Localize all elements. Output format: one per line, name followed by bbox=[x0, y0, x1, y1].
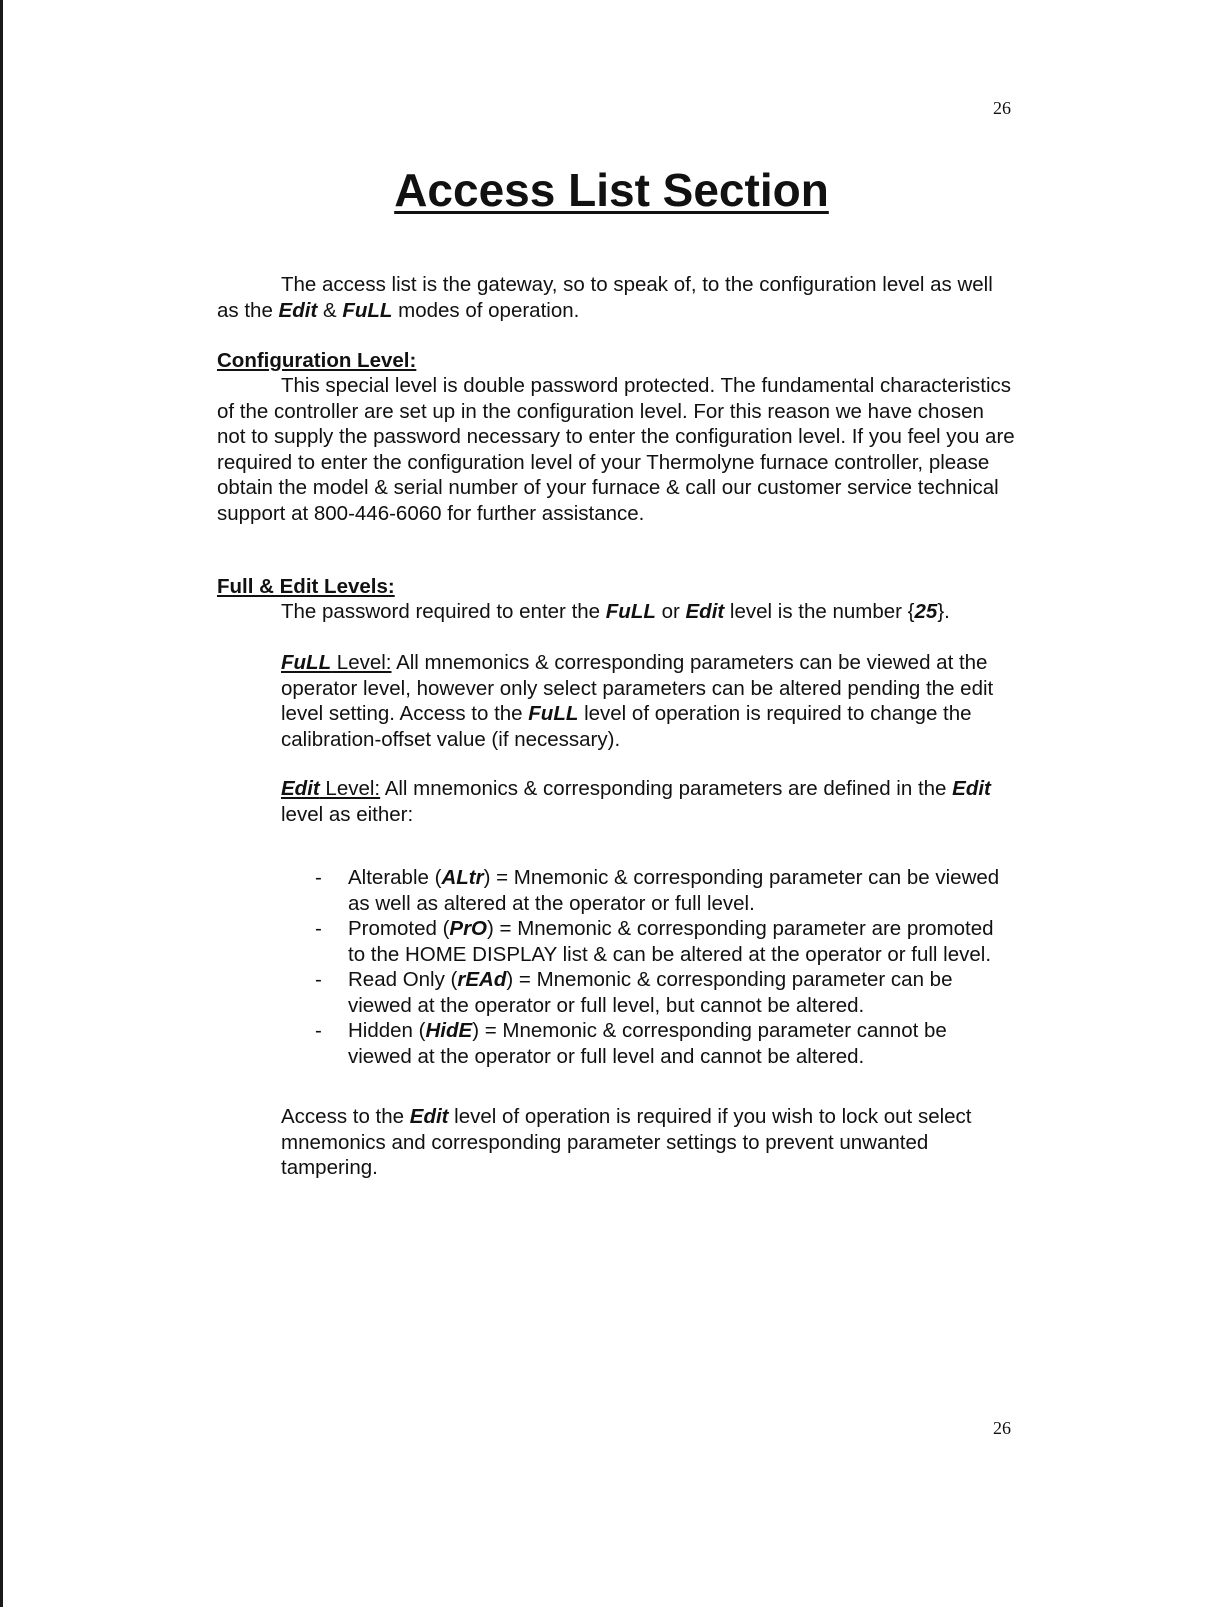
edit-level-text-1: All mnemonics & corresponding parameters are defined in the bbox=[380, 777, 953, 800]
access-mode-list bbox=[315, 865, 1015, 1069]
list-item-prefix: Alterable ( bbox=[348, 866, 442, 889]
password-text-3: }. bbox=[937, 600, 950, 623]
intro-amp: & bbox=[317, 298, 343, 322]
full-level-paragraph bbox=[281, 650, 1017, 752]
page-number-top: 26 bbox=[993, 98, 1011, 118]
page-number-bottom: 26 bbox=[993, 1418, 1011, 1438]
intro-full-term: FuLL bbox=[342, 298, 393, 322]
password-paragraph bbox=[281, 599, 1017, 625]
edit-level-edit-term: Edit bbox=[952, 777, 991, 800]
access-mode-item-read-only bbox=[315, 967, 1015, 1018]
list-dash: - bbox=[315, 1019, 322, 1042]
list-item-suffix: ) = Mnemonic & corresponding parameter can be viewed at the operator or full level, but cannot be altered. bbox=[348, 968, 953, 1017]
configuration-level-paragraph: This special level is double password protected. The fundamental characteristics of the controller are set up in the configuration level. For this reason we have chosen not to supply the password necessary to enter the configuration level. If you feel you are required to enter the configuration level of your Thermolyne furnace controller, please obtain the model & serial number of your furnace & call our customer service technical support at 800-446-6060 for further assistance. bbox=[217, 374, 1015, 525]
edit-level-text-2: level as either: bbox=[281, 802, 414, 826]
closing-edit-term: Edit bbox=[409, 1105, 449, 1128]
list-dash: - bbox=[315, 968, 322, 991]
list-item-code: PrO bbox=[449, 917, 488, 940]
edit-level-paragraph bbox=[281, 776, 1017, 827]
closing-paragraph bbox=[281, 1104, 1017, 1181]
password-full-term: FuLL bbox=[605, 600, 656, 623]
full-level-term-suffix: Level: bbox=[331, 651, 392, 674]
full-level-text-2: level of operation is required to change the calibration-offset value (if necessary). bbox=[281, 702, 972, 751]
password-text-2: level is the number { bbox=[724, 600, 915, 623]
list-item-suffix: ) = Mnemonic & corresponding parameter cannot be viewed at the operator or full level and cannot be altered. bbox=[348, 1019, 947, 1068]
page-title bbox=[0, 162, 1223, 218]
full-edit-levels-heading: Full & Edit Levels: bbox=[217, 575, 395, 598]
full-level-full-term: FuLL bbox=[528, 702, 579, 725]
list-item-prefix: Hidden ( bbox=[348, 1019, 426, 1042]
list-item-suffix: ) = Mnemonic & corresponding parameter are promoted to the HOME DISPLAY list & can be altered at the operator or full level. bbox=[348, 917, 994, 966]
list-item-prefix: Promoted ( bbox=[348, 917, 450, 940]
access-mode-item-promoted bbox=[315, 916, 1015, 967]
password-number: 25 bbox=[914, 600, 938, 623]
configuration-level-heading: Configuration Level: bbox=[217, 349, 417, 372]
page-title-text: Access List Section bbox=[394, 164, 829, 216]
access-mode-item-hidden bbox=[315, 1018, 1015, 1069]
full-level-text-1: All mnemonics & corresponding parameters can be viewed at the operator level, however only select parameters can be altered pending the edit level setting. Access to the bbox=[281, 651, 994, 725]
list-item-code: HidE bbox=[425, 1019, 473, 1042]
list-item-code: ALtr bbox=[441, 866, 484, 889]
list-dash: - bbox=[315, 917, 322, 940]
page-edge bbox=[0, 0, 3, 1607]
edit-level-term-suffix: Level: bbox=[319, 777, 381, 800]
list-item-code: rEAd bbox=[457, 968, 507, 991]
password-text-1: The password required to enter the bbox=[281, 600, 606, 623]
list-dash: - bbox=[315, 866, 322, 889]
access-mode-item-alterable bbox=[315, 865, 1015, 916]
closing-text-2: level of operation is required if you wish to lock out select mnemonics and corresponding parameter settings to prevent unwanted tampering. bbox=[281, 1105, 972, 1179]
list-item-suffix: ) = Mnemonic & corresponding parameter can be viewed as well as altered at the operator or full level. bbox=[348, 866, 1000, 915]
closing-text-1: Access to the bbox=[281, 1105, 410, 1128]
password-edit-term: Edit bbox=[685, 600, 725, 623]
intro-edit-term: Edit bbox=[278, 298, 318, 322]
intro-paragraph bbox=[217, 272, 1017, 323]
password-or: or bbox=[655, 600, 686, 623]
full-level-term: FuLL bbox=[281, 651, 332, 674]
intro-text-1: The access list is the gateway, so to speak of, to the configuration level as well as the bbox=[217, 273, 993, 322]
list-item-prefix: Read Only ( bbox=[348, 968, 458, 991]
intro-text-2: modes of operation. bbox=[392, 298, 580, 322]
edit-level-term: Edit bbox=[281, 777, 320, 800]
